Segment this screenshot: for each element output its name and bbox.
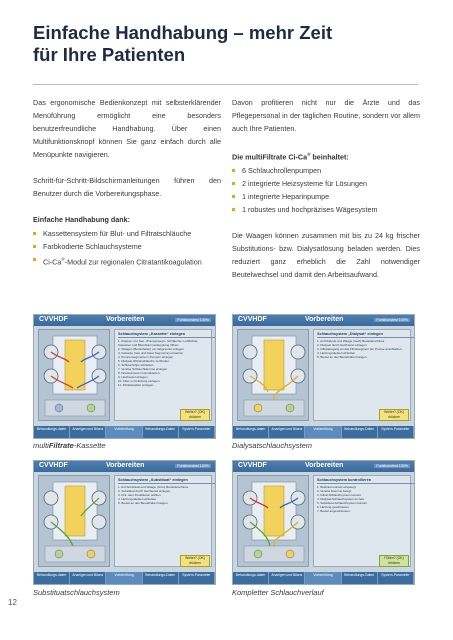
instruction-panel xyxy=(114,475,212,567)
instruction-title: Schlauchsystem „Dialysat“ einlegen xyxy=(317,332,383,336)
caption-brand: Filtrate xyxy=(48,441,74,450)
instruction-step: 5. Dialysat-/Filtratschläuche verbinden. xyxy=(118,359,170,363)
instruction-step: 6. Heizung geschlossen. xyxy=(317,505,350,509)
therapy-mode: CVVHDF xyxy=(39,316,68,323)
footer-tab[interactable]: Anzeigen und Bilanz xyxy=(269,426,305,438)
phase-label: Vorbereiten xyxy=(305,462,344,469)
instruction-step: 3. Filtratausgang an das Filtratsegment der Pumpe anschließen. xyxy=(317,347,403,351)
screen-cassette xyxy=(33,314,216,439)
screen-dialysate xyxy=(232,314,415,439)
footer-tab[interactable]: System-Parameter xyxy=(378,426,414,438)
fill-button[interactable]: Füllen? (OK) drücken xyxy=(379,555,409,567)
footer-tab[interactable]: Behandlungs-daten xyxy=(34,572,70,584)
footer-tab[interactable]: System-Parameter xyxy=(179,426,215,438)
contents-list xyxy=(232,164,420,216)
machine-diagram xyxy=(38,475,110,567)
instruction-step: 5. Beutel an den Beutelhalter hängen. xyxy=(317,355,368,359)
machine-diagram xyxy=(237,475,309,567)
machine-illustration-icon xyxy=(238,330,310,422)
contents-heading-pre: Die multi xyxy=(232,152,263,162)
instruction-title: Schlauchsystem kontrollieren xyxy=(317,478,372,482)
screen-complete-tubing xyxy=(232,460,415,585)
title-divider xyxy=(33,84,418,85)
list-item: 1 integrierte Heparinpumpe xyxy=(232,190,420,203)
page-number: 12 xyxy=(8,598,17,607)
footer-tab[interactable]: System-Parameter xyxy=(378,572,414,584)
guidance-paragraph: Schritt-für-Schritt-Bildschirmanleitungen führen den Benutzer durch die Vorbereitungsphase. xyxy=(33,176,221,198)
handling-heading: Einfache Handhabung dank: xyxy=(33,215,131,224)
instruction-step: 4. Heizungsdeckel schließen. xyxy=(317,351,357,355)
footer-tab[interactable]: Behandlungs-daten xyxy=(233,426,269,438)
list-item: 2 integrierte Heizsysteme für Lösungen xyxy=(232,177,420,190)
handling-list xyxy=(33,227,221,268)
continue-button[interactable]: Weiter? (OK) drücken xyxy=(180,555,210,567)
instruction-step: 10. Filter und Heizung einlegen. xyxy=(118,379,161,383)
instruction-step: 1. Auf Dialysat und Waage (Gelb) Beutelanschluss. xyxy=(317,339,385,343)
caption-cassette xyxy=(33,441,106,450)
instruction-step: 5. Substituat-Schlauchsystem korrekt. xyxy=(317,501,368,505)
footer-tab[interactable]: System-Parameter xyxy=(179,572,215,584)
footer-tab[interactable]: Behandlungs-daten xyxy=(233,572,269,584)
screen-footer-tabs xyxy=(233,426,414,438)
therapy-mode: CVVHDF xyxy=(238,462,267,469)
screen-footer-tabs xyxy=(34,572,215,584)
screen-title-bar xyxy=(233,461,414,472)
instruction-step: 1. Klappen von Sen.-/Pumpensegm. Schläuchen Luftdichter, Kassetten und Bilanzkammerkupplung öffnen. xyxy=(118,339,199,347)
caption-substituate: Substituatschlauchsystem xyxy=(33,588,120,597)
instruction-step: 5. Beutel an den Beutelhalter hängen. xyxy=(118,501,169,505)
instruction-panel xyxy=(313,475,411,567)
instruction-step: 8. Drucksensoren konnektieren. xyxy=(118,371,161,375)
list-item: 1 robustes und hochpräzises Wägesystem xyxy=(232,203,420,216)
instruction-step: 11. Filtratdetektor einlegen. xyxy=(118,383,155,387)
list-item xyxy=(33,253,221,268)
list-item: 6 Schlauchrollenpumpen xyxy=(232,164,420,177)
instruction-step: 4. Dialysat-Schlauchsystem korrekt. xyxy=(317,497,365,501)
instruction-step: 7. Venöse Schlauchklemme einlegen. xyxy=(118,367,169,371)
screen-substituate xyxy=(33,460,216,585)
instruction-step: 3. Filtrat-Schlauchsystem korrekt. xyxy=(317,493,362,497)
machine-illustration-icon xyxy=(39,330,111,422)
instruction-step: 1. Blutlinien korrekt eingelegt. xyxy=(317,485,357,489)
contents-heading xyxy=(232,148,420,163)
screen-footer-tabs xyxy=(233,572,414,584)
instruction-step: 9. Heizbeutel einlegen. xyxy=(118,375,149,379)
machine-illustration-icon xyxy=(238,476,310,568)
footer-tab-active[interactable]: Vorbereitung xyxy=(305,426,341,438)
therapy-mode: CVVHDF xyxy=(238,316,267,323)
footer-tab[interactable]: Behandlungs-Daten xyxy=(143,572,179,584)
screen-footer-tabs xyxy=(34,426,215,438)
therapy-mode: CVVHDF xyxy=(39,462,68,469)
caption-pre: multi xyxy=(33,441,49,450)
function-test-status: Funktionstest 100% xyxy=(376,463,408,468)
instruction-step: 1. Auf Substituat und Waage (Grün) Beutelanschluss. xyxy=(118,485,189,489)
cica-brand: Ci-Ca xyxy=(43,257,62,267)
instruction-title: Schlauchsystem „Kassette“ einlegen xyxy=(118,332,186,336)
instruction-step: 2. Venöse Klemme belegt. xyxy=(317,489,353,493)
instruction-panel xyxy=(114,329,212,421)
footer-tab[interactable]: Behandlungs-Daten xyxy=(143,426,179,438)
continue-button[interactable]: Weiter? (OK) drücken xyxy=(180,409,210,421)
instruction-steps xyxy=(118,339,208,387)
phase-label: Vorbereiten xyxy=(106,462,145,469)
instruction-step: 2. Dialysat durch Heizbeutel einlegen. xyxy=(317,343,368,347)
instruction-step: 4. Heizungsdeckel schließen. xyxy=(118,497,158,501)
list-item: Farbkodierte Schlauchsysteme xyxy=(33,240,221,253)
page-title-line-1: Einfache Handhabung – mehr Zeit xyxy=(33,22,333,43)
function-test-status: Funktionstest 100% xyxy=(376,317,408,322)
footer-tab[interactable]: Anzeigen und Bilanz xyxy=(70,572,106,584)
function-test-status: Funktionstest 100% xyxy=(177,317,209,322)
instruction-step: 3. Prä- oder Postdilution wählen. xyxy=(118,493,162,497)
cica-text: -Modul zur regionalen Citratantikoagulation xyxy=(64,257,202,267)
function-test-status: Funktionstest 100% xyxy=(177,463,209,468)
footer-tab[interactable]: Anzeigen und Bilanz xyxy=(70,426,106,438)
continue-button[interactable]: Weiter? (OK) drücken xyxy=(379,409,409,421)
instruction-step: 3. Kassette (rote und blaue Segmente) einsetzen. xyxy=(118,351,185,355)
contents-heading-post: beinhaltet: xyxy=(310,152,349,162)
page-title-line-2: für Ihre Patienten xyxy=(33,44,186,65)
caption-dialysate: Dialysatschlauchsystem xyxy=(232,441,313,450)
contents-heading-brand: Filtrate Ci-Ca xyxy=(262,152,308,162)
machine-diagram xyxy=(237,329,309,421)
registered-mark: ® xyxy=(307,152,311,157)
registered-mark: ® xyxy=(61,257,65,262)
page-title xyxy=(33,22,433,66)
footer-tab[interactable]: Behandlungs-Daten xyxy=(342,426,378,438)
scales-paragraph: Die Waagen können zusammen mit bis zu 24 kg frischer Substitutions- bzw. Dialysatlösung beladen werden. Dies reduziert ganz erheblich die Zahl notwendiger Beutelwechsel und damit den Arbeitsaufwand. xyxy=(232,231,420,280)
instruction-title: Schlauchsystem „Substituat“ einlegen xyxy=(118,478,188,482)
instruction-step: 7. Beutel angeschlossen. xyxy=(317,509,351,513)
footer-tab-active[interactable]: Vorbereitung xyxy=(305,572,341,584)
footer-tab-active[interactable]: Vorbereitung xyxy=(106,426,142,438)
footer-tab[interactable]: Anzeigen und Bilanz xyxy=(269,572,305,584)
footer-tab-active[interactable]: Vorbereitung xyxy=(106,572,142,584)
intro-paragraph: Das ergonomische Bedienkonzept mit selbsterklärender Menüführung ermöglicht eine besonders benutzerfreundliche Handhabung. Über einen Multifunktionsknopf können Sie ganz einfach durch alle Menüpunkte navigieren. xyxy=(33,98,221,159)
screen-title-bar xyxy=(34,461,215,472)
instruction-steps xyxy=(118,485,208,505)
phase-label: Vorbereiten xyxy=(305,316,344,323)
left-column xyxy=(33,96,221,281)
footer-tab[interactable]: Behandlungs-Daten xyxy=(342,572,378,584)
instruction-step: 2. Substituat durch Heizbeutel einlegen. xyxy=(118,489,172,493)
list-item: Kassettensystem für Blut- und Filtratschläuche xyxy=(33,227,221,240)
caption-complete-tubing: Kompletter Schlauchverlauf xyxy=(232,588,324,597)
machine-illustration-icon xyxy=(39,476,111,568)
instruction-steps xyxy=(317,485,407,513)
instruction-step: 6. Schlauchclips schließen. xyxy=(118,363,155,367)
benefit-paragraph: Davon profitieren nicht nur die Ärzte und das Pflegepersonal in der täglichen Routine, sondern vor allem auch Ihre Patienten. xyxy=(232,98,420,133)
screen-title-bar xyxy=(233,315,414,326)
right-column xyxy=(232,96,420,294)
instruction-steps xyxy=(317,339,407,359)
phase-label: Vorbereiten xyxy=(106,316,145,323)
caption-post: -Kassette xyxy=(73,441,106,450)
screen-title-bar xyxy=(34,315,215,326)
footer-tab[interactable]: Behandlungs-daten xyxy=(34,426,70,438)
instruction-step: 4. Pumpensegmente in Pumpen einlegen. xyxy=(118,355,174,359)
machine-diagram xyxy=(38,329,110,421)
instruction-panel xyxy=(313,329,411,421)
instruction-step: 2. Waagen (Beutelhalter) ein-/abgesenkt einlegen. xyxy=(118,347,185,351)
